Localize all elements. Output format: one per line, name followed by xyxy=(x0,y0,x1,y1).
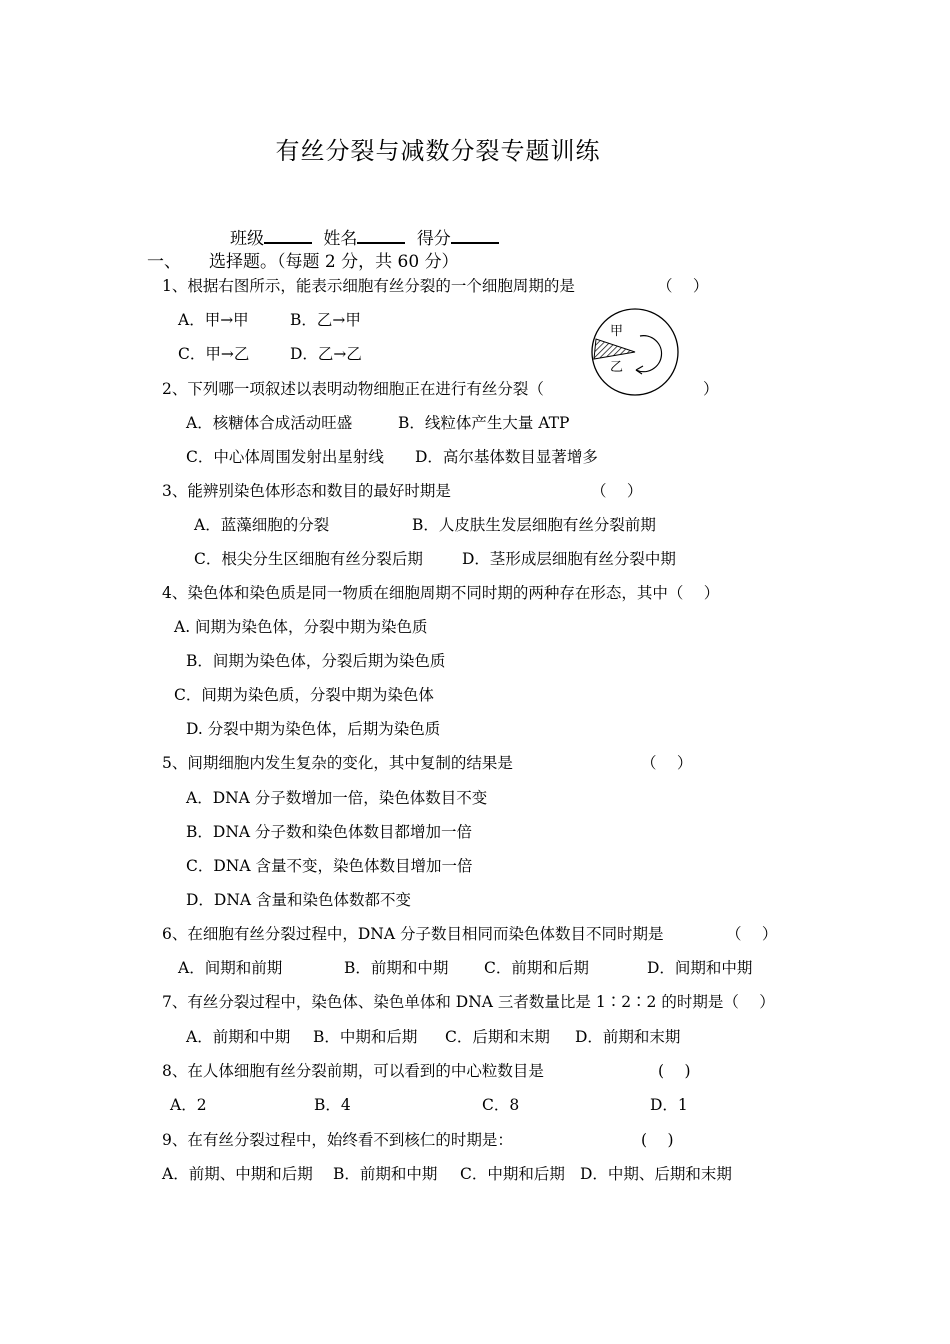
question-8-answer-paren[interactable]: ( ) xyxy=(658,1062,691,1080)
question-5-stem: 5、间期细胞内发生复杂的变化，其中复制的结果是 xyxy=(162,754,513,772)
section-title: 选择题。（每题 2 分，共 60 分） xyxy=(209,252,459,272)
question-2-option-a: A．核糖体合成活动旺盛 xyxy=(186,414,353,432)
question-4-option-d: D. 分裂中期为染色体，后期为染色质 xyxy=(186,720,441,738)
question-8-option-a: A．2 xyxy=(170,1096,207,1114)
question-2-option-c: C．中心体周围发射出星射线 xyxy=(186,448,384,466)
question-7-stem: 7、有丝分裂过程中，染色体、染色单体和 DNA 三者数量比是 1∶2∶2 的时期是（ ） xyxy=(162,993,775,1011)
question-6-option-d: D．间期和中期 xyxy=(647,959,753,977)
question-3-option-d: D．茎形成层细胞有丝分裂中期 xyxy=(462,550,676,568)
question-1-option-a: A．甲→甲 xyxy=(178,311,249,329)
question-5-answer-paren[interactable]: （ ） xyxy=(641,754,693,772)
question-4-stem: 4、染色体和染色质是同一物质在细胞周期不同时期的两种存在形态，其中（ ） xyxy=(162,584,720,602)
question-5-option-b: B．DNA 分子数和染色体数目都增加一倍 xyxy=(186,823,473,841)
question-1-stem: 1、根据右图所示，能表示细胞有丝分裂的一个细胞周期的是 xyxy=(162,277,575,295)
question-4-option-c: C．间期为染色质，分裂中期为染色体 xyxy=(174,686,434,704)
name-blank[interactable] xyxy=(357,226,405,244)
question-1-option-d: D．乙→乙 xyxy=(290,345,362,363)
question-6-answer-paren[interactable]: （ ） xyxy=(726,925,778,943)
question-6-option-a: A．间期和前期 xyxy=(178,959,283,977)
question-3-stem: 3、能辨别染色体形态和数目的最好时期是 xyxy=(162,482,451,500)
question-2-answer-paren[interactable]: ） xyxy=(703,380,719,398)
class-blank[interactable] xyxy=(264,226,312,244)
question-9-option-d: D．中期、后期和末期 xyxy=(580,1165,732,1183)
question-2-option-d: D．高尔基体数目显著增多 xyxy=(415,448,598,466)
question-2-option-b: B．线粒体产生大量 ATP xyxy=(398,414,570,432)
question-7-option-b: B．中期和后期 xyxy=(313,1028,418,1046)
question-3-option-c: C．根尖分生区细胞有丝分裂后期 xyxy=(194,550,423,568)
question-5-option-d: D．DNA 含量和染色体数都不变 xyxy=(186,891,412,909)
page-title: 有丝分裂与减数分裂专题训练 xyxy=(275,137,601,165)
score-label: 得分 xyxy=(416,229,451,249)
question-7-option-a: A．前期和中期 xyxy=(186,1028,291,1046)
name-label: 姓名 xyxy=(323,229,358,249)
question-8-option-b: B．4 xyxy=(314,1096,351,1114)
cell-cycle-diagram xyxy=(588,307,684,399)
diagram-label-bottom: 乙 xyxy=(610,360,624,375)
question-1-answer-paren[interactable]: （ ） xyxy=(657,277,709,295)
question-6-option-c: C．前期和后期 xyxy=(484,959,589,977)
question-3-option-b: B．人皮肤生发层细胞有丝分裂前期 xyxy=(412,516,656,534)
class-label: 班级 xyxy=(230,229,264,249)
question-1-option-b: B．乙→甲 xyxy=(290,311,361,329)
question-6-stem: 6、在细胞有丝分裂过程中，DNA 分子数目相同而染色体数目不同时期是 xyxy=(162,925,664,943)
question-9-option-b: B．前期和中期 xyxy=(333,1165,438,1183)
question-1-option-c: C．甲→乙 xyxy=(178,345,250,363)
question-7-option-c: C．后期和末期 xyxy=(445,1028,550,1046)
question-6-option-b: B．前期和中期 xyxy=(344,959,449,977)
question-7-option-d: D．前期和末期 xyxy=(575,1028,681,1046)
question-5-option-c: C．DNA 含量不变，染色体数目增加一倍 xyxy=(186,857,473,875)
section-number: 一、 xyxy=(147,252,181,272)
cell-cycle-circle-icon xyxy=(588,307,684,399)
diagram-label-top: 甲 xyxy=(610,324,624,339)
score-blank[interactable] xyxy=(451,226,499,244)
question-3-option-a: A．蓝藻细胞的分裂 xyxy=(194,516,330,534)
question-8-option-c: C．8 xyxy=(482,1096,520,1114)
question-9-option-a: A．前期、中期和后期 xyxy=(162,1165,313,1183)
student-info-line xyxy=(230,226,505,250)
question-8-option-d: D．1 xyxy=(650,1096,688,1114)
question-2-stem: 2、下列哪一项叙述以表明动物细胞正在进行有丝分裂（ xyxy=(162,380,544,398)
section-heading xyxy=(147,251,459,273)
question-9-answer-paren[interactable]: ( ) xyxy=(641,1131,674,1149)
question-8-stem: 8、在人体细胞有丝分裂前期，可以看到的中心粒数目是 xyxy=(162,1062,544,1080)
question-9-option-c: C．中期和后期 xyxy=(460,1165,565,1183)
question-9-stem: 9、在有丝分裂过程中，始终看不到核仁的时期是： xyxy=(162,1131,513,1149)
question-5-option-a: A．DNA 分子数增加一倍，染色体数目不变 xyxy=(186,789,488,807)
question-4-option-b: B．间期为染色体，分裂后期为染色质 xyxy=(186,652,446,670)
question-3-answer-paren[interactable]: （ ） xyxy=(591,482,643,500)
question-4-option-a: A. 间期为染色体，分裂中期为染色质 xyxy=(174,618,428,636)
